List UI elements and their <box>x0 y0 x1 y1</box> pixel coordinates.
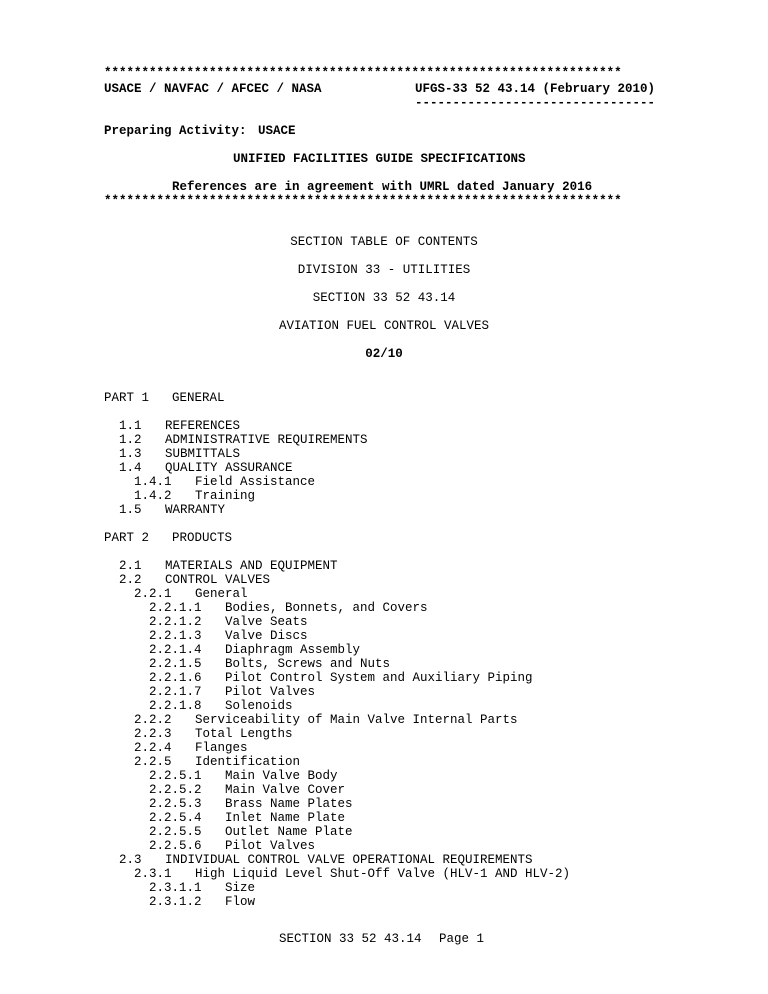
toc-number: 2.2.2 <box>134 713 172 727</box>
toc-number: 2.2 <box>119 573 142 587</box>
toc-number: 2.2.5.6 <box>149 839 202 853</box>
toc-label: MATERIALS AND EQUIPMENT <box>165 559 338 573</box>
toc-part-number: PART 1 <box>104 391 150 405</box>
toc-label: Pilot Valves <box>225 839 316 853</box>
toc-number: 2.2.4 <box>134 741 172 755</box>
toc-number: 2.3.1.1 <box>149 881 202 895</box>
guide-title: UNIFIED FACILITIES GUIDE SPECIFICATIONS <box>233 152 526 166</box>
preparing-activity-value: USACE <box>258 124 296 138</box>
agencies: USACE / NAVFAC / AFCEC / NASA <box>104 82 322 96</box>
section-name: AVIATION FUEL CONTROL VALVES <box>278 319 490 333</box>
toc-number: 2.2.1 <box>134 587 172 601</box>
toc-label: High Liquid Level Shut-Off Valve (HLV-1 AND HLV-2) <box>195 867 571 881</box>
toc-label: General <box>195 587 248 601</box>
toc-number: 2.1 <box>119 559 142 573</box>
references-note: References are in agreement with UMRL dated January 2016 <box>172 180 593 194</box>
footer-page: Page 1 <box>439 932 485 946</box>
toc-label: Flow <box>225 895 256 909</box>
section-date: 02/10 <box>365 347 403 361</box>
toc-number: 2.2.1.8 <box>149 699 202 713</box>
stars-top: ********************************************************************* <box>104 66 622 80</box>
toc-label: Bolts, Screws and Nuts <box>225 657 391 671</box>
toc-number: 2.2.1.7 <box>149 685 202 699</box>
toc-label: Serviceability of Main Valve Internal Parts <box>195 713 518 727</box>
toc-number: 2.2.1.4 <box>149 643 202 657</box>
toc-part-label: GENERAL <box>172 391 225 405</box>
toc-label: Valve Seats <box>225 615 308 629</box>
toc-number: 2.3.1.2 <box>149 895 202 909</box>
toc-number: 2.2.1.6 <box>149 671 202 685</box>
toc-number: 2.2.5.4 <box>149 811 202 825</box>
toc-label: CONTROL VALVES <box>165 573 271 587</box>
toc-label: Valve Discs <box>225 629 308 643</box>
toc-number: 2.2.1.3 <box>149 629 202 643</box>
toc-label: REFERENCES <box>165 419 241 433</box>
toc-number: 2.2.5 <box>134 755 172 769</box>
toc-label: Training <box>195 489 256 503</box>
toc-label: Size <box>225 881 256 895</box>
toc-number: 1.3 <box>119 447 142 461</box>
toc-label: Field Assistance <box>195 475 316 489</box>
toc-number: 1.2 <box>119 433 142 447</box>
toc-label: Main Valve Cover <box>225 783 346 797</box>
toc-label: WARRANTY <box>165 503 226 517</box>
toc-label: Main Valve Body <box>225 769 338 783</box>
toc-number: 1.1 <box>119 419 142 433</box>
toc-label: Diaphragm Assembly <box>225 643 361 657</box>
toc-number: 1.4.1 <box>134 475 172 489</box>
toc-number: 1.4.2 <box>134 489 172 503</box>
preparing-activity-label: Preparing Activity: <box>104 124 247 138</box>
toc-label: Bodies, Bonnets, and Covers <box>225 601 428 615</box>
toc-label: Flanges <box>195 741 248 755</box>
stars-bottom: ********************************************************************* <box>104 194 622 208</box>
division: DIVISION 33 - UTILITIES <box>297 263 471 277</box>
toc-label: Inlet Name Plate <box>225 811 346 825</box>
toc-label: Brass Name Plates <box>225 797 353 811</box>
toc-part-label: PRODUCTS <box>172 531 233 545</box>
toc-number: 1.4 <box>119 461 142 475</box>
toc-number: 2.2.5.5 <box>149 825 202 839</box>
toc-label: SUBMITTALS <box>165 447 241 461</box>
toc-title: SECTION TABLE OF CONTENTS <box>290 235 478 249</box>
toc-number: 2.2.1.5 <box>149 657 202 671</box>
toc-label: Pilot Control System and Auxiliary Piping <box>225 671 533 685</box>
toc-label: INDIVIDUAL CONTROL VALVE OPERATIONAL REQUIREMENTS <box>165 853 533 867</box>
toc-label: Identification <box>195 755 301 769</box>
ufgs-underline: -------------------------------- <box>415 96 656 110</box>
section-number: SECTION 33 52 43.14 <box>312 291 456 305</box>
toc-label: QUALITY ASSURANCE <box>165 461 293 475</box>
toc-label: Total Lengths <box>195 727 293 741</box>
toc-number: 2.2.5.3 <box>149 797 202 811</box>
toc-label: Solenoids <box>225 699 293 713</box>
footer-section: SECTION 33 52 43.14 <box>279 932 422 946</box>
toc-number: 2.2.1.2 <box>149 615 202 629</box>
toc-number: 1.5 <box>119 503 142 517</box>
toc-number: 2.3.1 <box>134 867 172 881</box>
toc-number: 2.2.1.1 <box>149 601 202 615</box>
toc-label: Outlet Name Plate <box>225 825 353 839</box>
toc-number: 2.2.5.2 <box>149 783 202 797</box>
toc-label: ADMINISTRATIVE REQUIREMENTS <box>165 433 368 447</box>
toc-number: 2.2.5.1 <box>149 769 202 783</box>
ufgs-number: UFGS-33 52 43.14 (February 2010) <box>415 82 656 96</box>
toc-part-number: PART 2 <box>104 531 150 545</box>
toc-number: 2.3 <box>119 853 142 867</box>
toc-number: 2.2.3 <box>134 727 172 741</box>
toc-label: Pilot Valves <box>225 685 316 699</box>
